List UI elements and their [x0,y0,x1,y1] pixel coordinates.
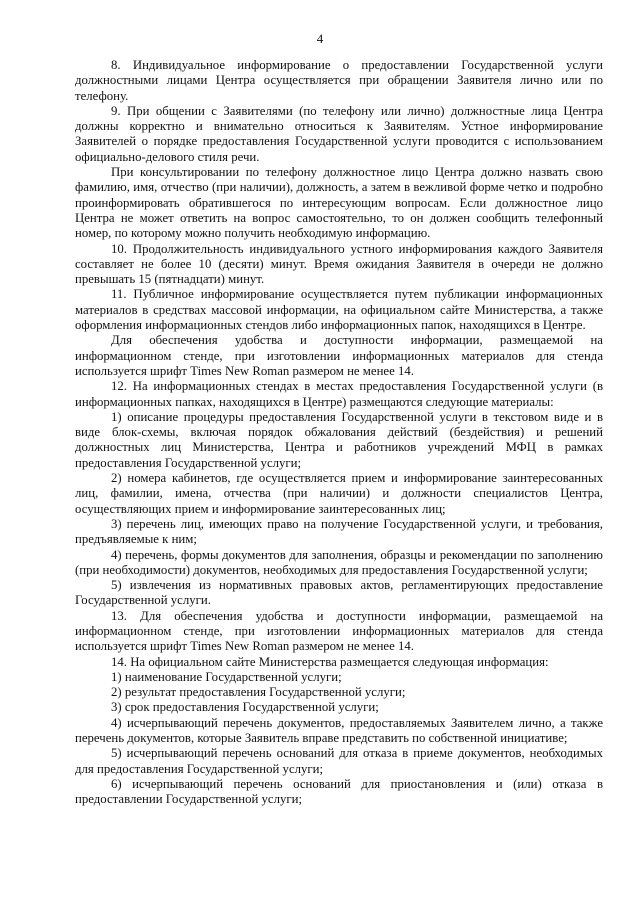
paragraph-14: 14. На официальном сайте Министерства размещается следующая информация: [111,654,549,669]
paragraph-9: 9. При общении с Заявителями (по телефону или лично) должностные лица Центра должны корректно и внимательно относиться к Заявителям. Устное информирование Заявителей о порядке предоставления Государственной услуги проводится с использованием официально-делового стиля речи. [75,103,603,164]
paragraph-13: 13. Для обеспечения удобства и доступности информации, размещаемой на информационном стенде, при изготовлении информационных материалов для стенда используется шрифт Times New Roman размером не менее 14. [75,608,603,654]
list-item-14-2: 2) результат предоставления Государственной услуги; [111,685,406,700]
list-item-12-4: 4) перечень, формы документов для заполнения, образцы и рекомендации по заполнению (при необходимости) документов, необходимых для предоставления Государственной услуги; [75,547,603,577]
paragraph-stand-font: Для обеспечения удобства и доступности информации, размещаемой на информационном стенде, при изготовлении информационных материалов для стенда используется шрифт Times New Roman размером не менее 14. [75,333,603,378]
list-item-12-1: 1) описание процедуры предоставления Государственной услуги в текстовом виде и в виде блок-схемы, включая порядок обжалования действий (бездействия) и решений должностных лиц Министерства, Центра и работников учреждений МФЦ в рамках предоставления Государственной услуги; [75,409,603,470]
list-item-12-5: 5) извлечения из нормативных правовых актов, регламентирующих предоставление Государственной услуги. [75,578,603,608]
list-item-14-3: 3) срок предоставления Государственной услуги; [111,700,379,715]
list-item-14-5: 5) исчерпывающий перечень оснований для отказа в приеме документов, необходимых для предоставления Государственной услуги; [75,746,603,776]
paragraph-12: 12. На информационных стендах в местах предоставления Государственной услуги (в информационных папках, находящихся в Центре) размещаются следующие материалы: [75,379,603,409]
paragraph-8: 8. Индивидуальное информирование о предоставлении Государственной услуги должностными лицами Центра осуществляется при обращении Заявителя лично или по телефону. [75,58,603,103]
list-item-14-6: 6) исчерпывающий перечень оснований для приостановления и (или) отказа в предоставлении Государственной услуги; [75,776,603,807]
paragraph-10: 10. Продолжительность индивидуального устного информирования каждого Заявителя составляет не более 10 (десяти) минут. Время ожидания Заявителя в очереди не должно превышать 15 (пятнадцати) минут. [75,241,603,287]
document-body [75,58,603,808]
list-item-14-1: 1) наименование Государственной услуги; [111,669,342,684]
list-item-12-3: 3) перечень лиц, имеющих право на получение Государственной услуги, и требования, предъявляемые к ним; [75,516,603,547]
list-item-12-2: 2) номера кабинетов, где осуществляется прием и информирование заинтересованных лиц, фамилии, имена, отчества (при наличии) и должности специалистов Центра, осуществляющих прием и информирование заинтересованных лиц; [75,471,603,516]
page-number: 4 [316,31,324,46]
list-item-14-4: 4) исчерпывающий перечень документов, предоставляемых Заявителем лично, а также перечень документов, которые Заявитель вправе представить по собственной инициативе; [75,715,603,746]
paragraph-11: 11. Публичное информирование осуществляется путем публикации информационных материалов в средствах массовой информации, на официальном сайте Министерства, а также оформления информационных стендов либо информационных папок, находящихся в Центре. [75,287,603,333]
paragraph-phone-consulting: При консультировании по телефону должностное лицо Центра должно назвать свою фамилию, имя, отчество (при наличии), должность, а затем в вежливой форме четко и подробно проинформировать обратившегося по интересующим вопросам. Если должностное лицо Центра не может ответить на вопрос самостоятельно, то он должен сообщить телефонный номер, по которому можно получить необходимую информацию. [75,165,603,241]
